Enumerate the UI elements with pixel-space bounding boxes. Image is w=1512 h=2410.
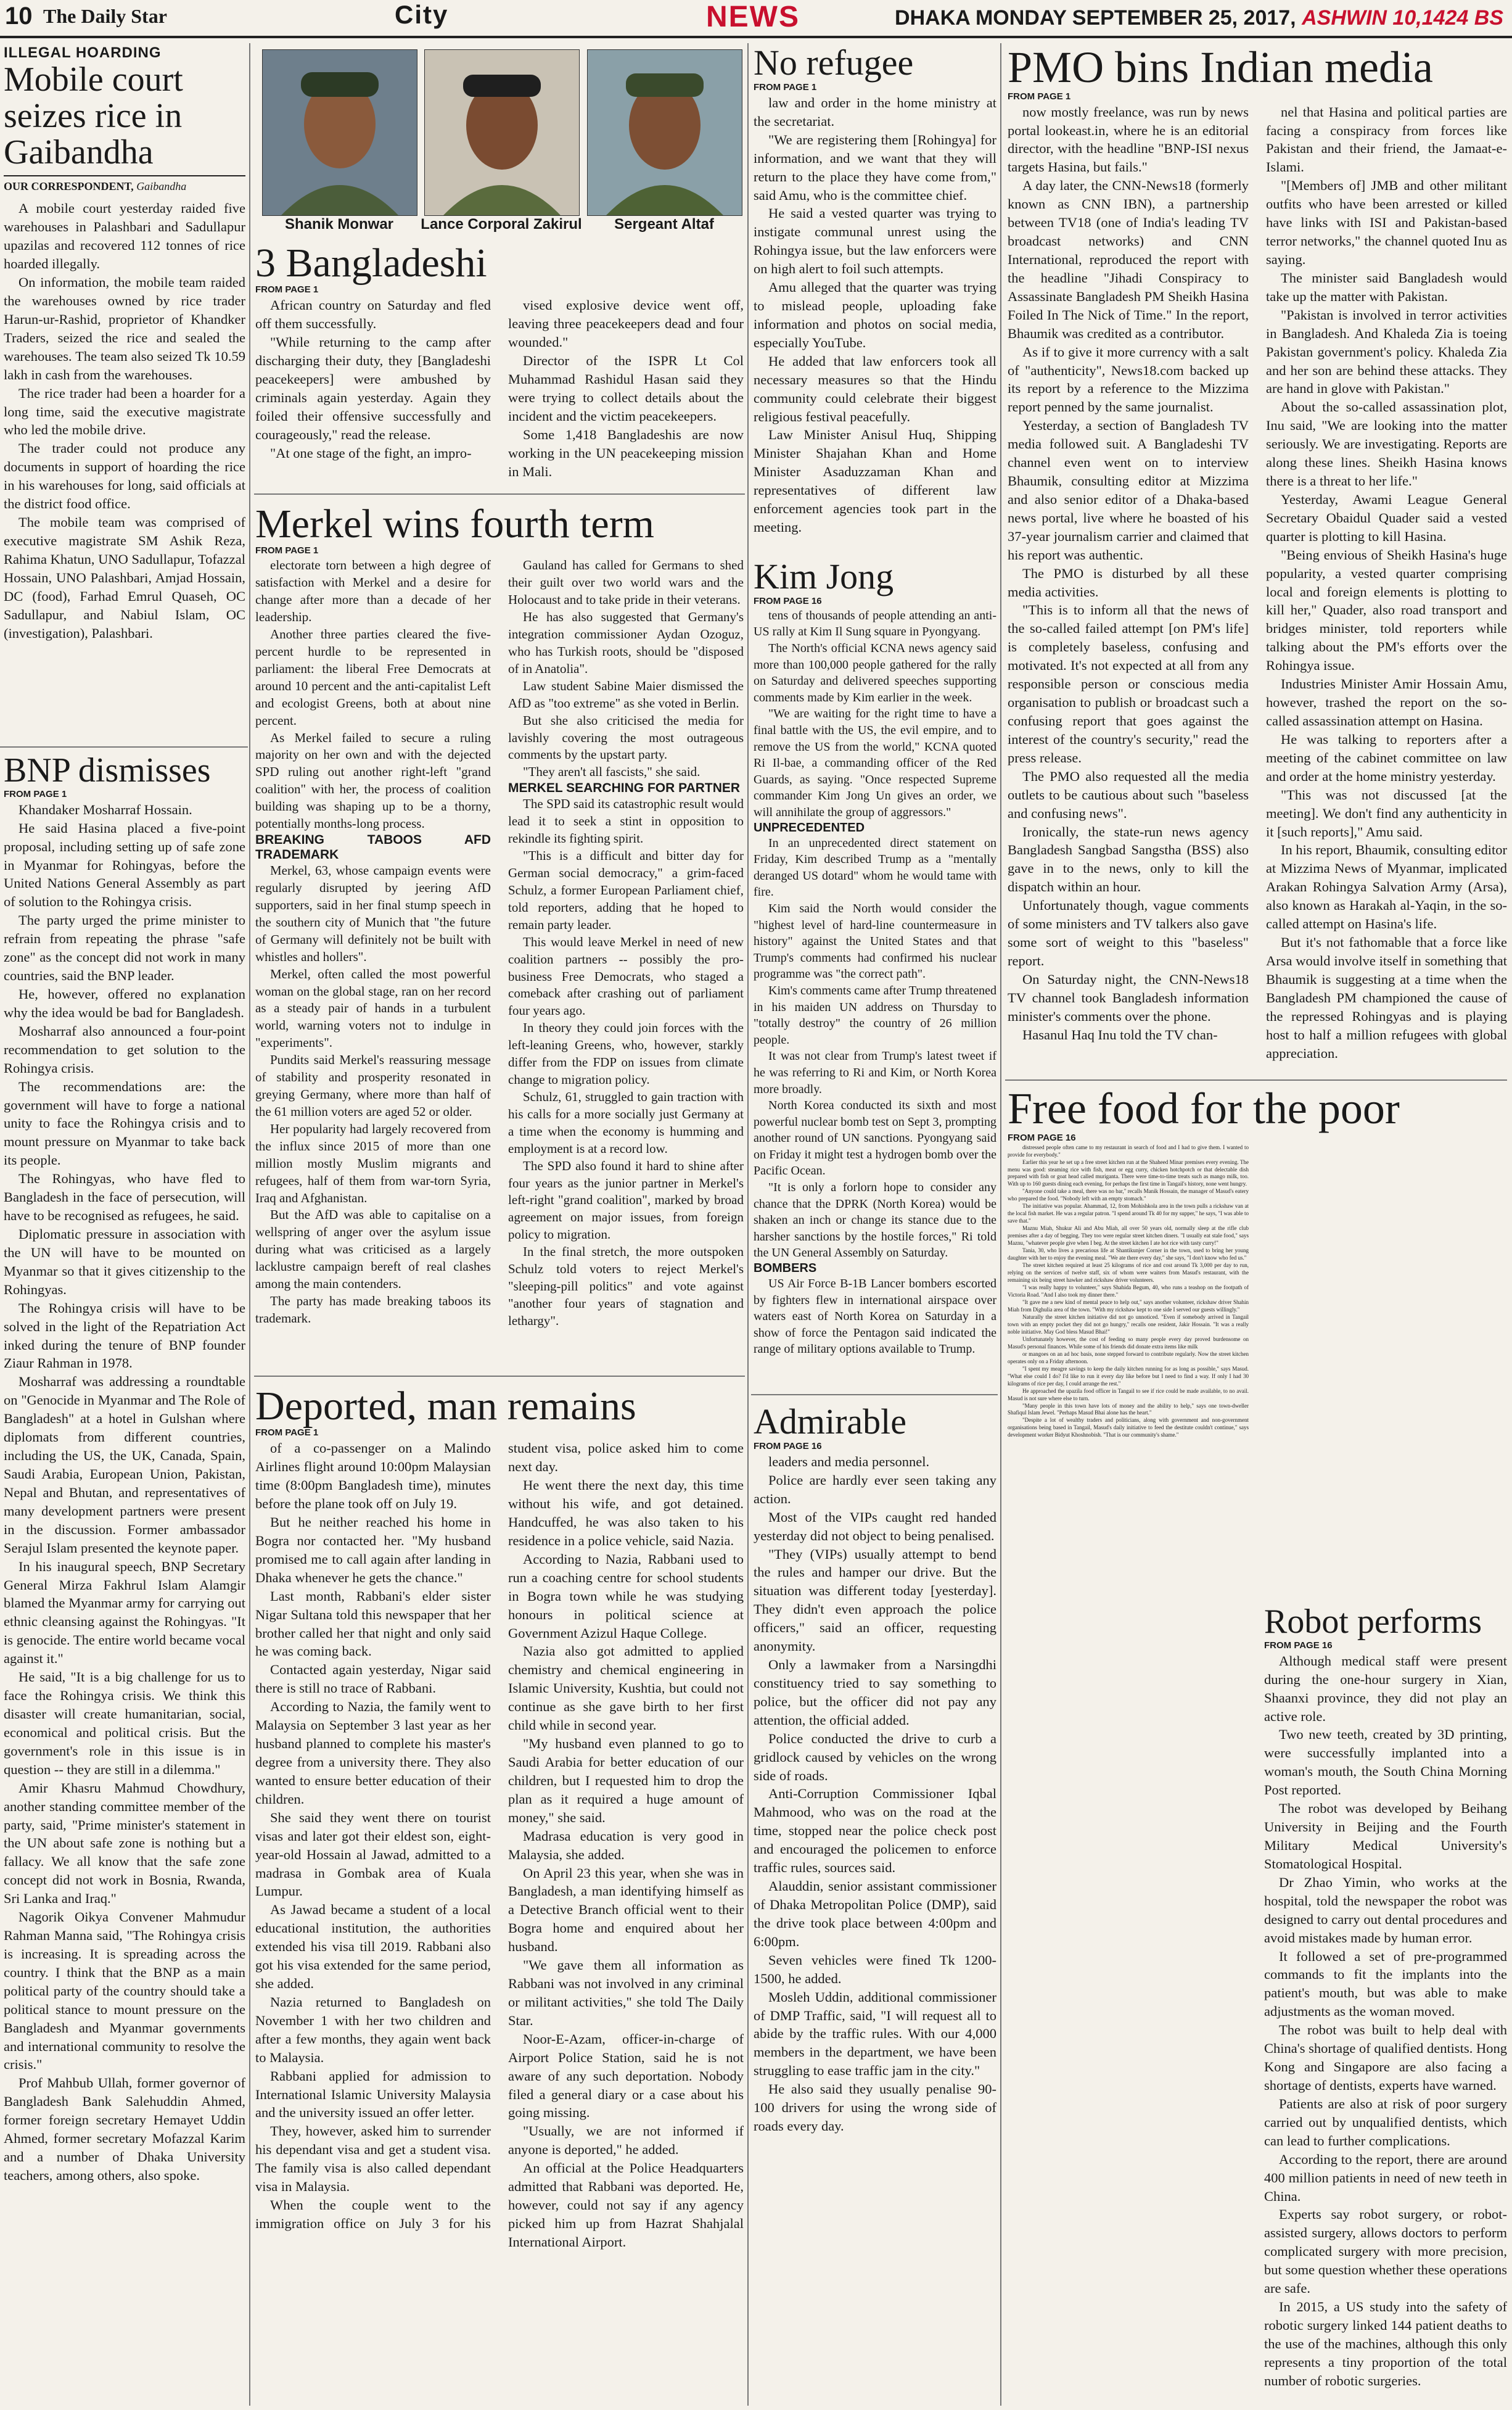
paragraph: The robot was developed by Beihang University in Beijing and the Fourth Military Medical University's Stomatological Hospital. [1264,1801,1507,1871]
paragraph: "While returning to the camp after discharging their duty, they [Bangladeshi peacekeepers] were ambushed by criminals again yesterday. Again they foiled their offensive successfully and courageously," read the release. [255,334,491,442]
paragraph: She said they went there on tourist visas and later got their eldest son, eight-year-old Hossain al Jawad, admitted to a madrasa in Gombak area of Kuala Lumpur. [255,1809,491,1899]
paragraph: He said a vested quarter was trying to instigate communal unrest using the Rohingya issue, but the law enforcers were on high alert to foil such attempts. [754,205,996,277]
story-kim-jong [754,558,996,1358]
subheading: MERKEL SEARCHING FOR PARTNER [508,781,741,796]
paragraph: He said Hasina placed a five-point proposal, including setting up of safe zone in Myanmar for Rohingyas, before the United Nations General Assembly as part of solution to the Rohingya crisis. [4,820,245,910]
ashwin-date: ASHWIN 10,1424 BS [1302,6,1503,30]
paragraph: A mobile court yesterday raided five warehouses in Palashbari and Sadullapur upazilas and recovered 112 tonnes of rice hoarded illegally. [4,200,245,272]
story-deported [255,1385,744,2251]
paragraph: Mosharraf was addressing a roundtable on "Genocide in Myanmar and The Role of Bangladesh" at a hotel in Gulshan where diplomats from different countries, including the US, the UK, Canada, Spain, Saudi Arabia, European Union, Pakistan, Nepal and Bhutan, and representatives of many development partners were present in the discussion. Former ambassador Serajul Islam presented the keynote paper. [4,1374,245,1556]
paragraph: He, however, offered no explanation why the idea would be bad for Bangladesh. [4,986,245,1020]
paragraph: Contacted again yesterday, Nigar said there is still no trace of Rabbani. [255,1662,491,1696]
paragraph: On information, the mobile team raided the warehouses owned by rice trader Harun-ur-Rashid, proprietor of Khandker Traders, seized the rice and sealed the warehouses. The team also seized Tk 10.59 lakh in cash from the warehouses. [4,274,245,382]
paragraph: electorate torn between a high degree of satisfaction with Merkel and a desire for change after more than a decade of her leadership. [255,558,491,625]
paragraph: A day later, the CNN-News18 (formerly known as CNN IBN), a partnership between TV18 (one of India's leading TV broadcast networks) and CNN International, reproduced the report with the headline "Jihadi Conspiracy to Assassinate Bangladesh PM Sheikh Hasina Foiled In The Nick of Time." In the report, Bhaumik was credited as a contributor. [1008,178,1249,341]
paragraph: nel that Hasina and political parties are facing a conspiracy from forces like Pakistan and their friend, the Jamaat-e-Islami. [1266,104,1507,175]
photo-caption: Shanik Monwar [284,216,394,233]
from-page-label: FROM PAGE 16 [1264,1640,1333,1651]
paragraph: In his inaugural speech, BNP Secretary General Mirza Fakhrul Islam Alamgir blamed the Myanmar army for carrying out ethnic cleansing against the Rohingyas. "It is genocide. The entire world became vocal against it." [4,1558,245,1667]
paragraph: Madrasa education is very good in Malaysia, she added. [508,1828,744,1862]
paragraph: "Despite a lot of wealthy traders and politicians, along with government and non-government organisations being based in Tangail, Masud's daily initiative to feed the destitute couldn't continue," says development worker Bidyut Khoshnobish. "That is our community's shame." [1008,1417,1249,1438]
paragraph: "Pakistan is involved in terror activities in Bangladesh. And Khaleda Zia is toeing Pakistan government's policy. Khaleda Zia and her son are behind these attacks. They are hand in glove with Pakistan." [1266,307,1507,397]
paragraph: When the couple went to the immigration office on July 3 for his student visa, police asked him to come next day. [255,1440,744,2232]
photo-sergeant-altaf [587,49,742,216]
paragraph: Unfortunately however, the cost of feeding so many people every day proved burdensome on Masud's personal finances. While some of his friends did donate extra items like milk [1008,1335,1249,1350]
paragraph: "I spent my meagre savings to keep the daily kitchen running for as long as possible," says Masud. "What else could I do? I'd like to run it every day like before but I need to find a way. If only I had 30 kilograms of rice per day, I could arrange the rest." [1008,1365,1249,1387]
paragraph: of a co-passenger on a Malindo Airlines flight around 10:00pm Malaysian time (8:00pm Bangladesh time), minutes before the plane took off on July 19. [255,1440,491,1512]
photo-lance-corporal-zakirul [424,49,580,216]
headline-pmo: PMO bins Indian media [1008,43,1433,92]
headline-admirable: Admirable [754,1401,907,1442]
paragraph: Most of the VIPs caught red handed yesterday did not object to being penalised. [754,1509,996,1543]
story-body [1264,1652,1507,2390]
paragraph: Yesterday, Awami League General Secretary Obaidul Quader said a vested quarter is plotting to kill Hasina. [1266,491,1507,544]
paragraph: Maznu Miah, Shukur Ali and Abu Miah, all over 50 years old, normally sleep at the rifle club premises after a day of begging. They too were regular street kitchen diners. "I usually eat stale food," says Maznu, "whatever people give when I beg. At the street kitchen I ate hot rice with tasty curry!" [1008,1225,1249,1247]
paragraph: According to Nazia, Rabbani used to run a coaching centre for school students in Bogra town while he was studying honours in political science at Government Azizul Haque College. [508,1551,744,1641]
paragraph: He has also suggested that Germany's integration commissioner Aydan Ozoguz, who has Turkish roots, should be "disposed of in Anatolia". [508,609,744,676]
story-bnp [4,753,245,2185]
paper-name: The Daily Star [43,5,167,27]
paragraph: An official at the Police Headquarters admitted that Rabbani was deported. He, however, could not say if any agency picked him up from Hazrat Shahjalal International Airport. [508,2160,744,2250]
paragraph: Two new teeth, created by 3D printing, were successfully implanted into a woman's mouth, the South China Morning Post reported. [1264,1727,1507,1798]
headline-free-food: Free food for the poor [1008,1084,1400,1133]
story-robot [1264,1604,1507,2390]
paragraph: Law Minister Anisul Huq, Shipping Minister Shajahan Khan and Home Minister Asaduzzaman Khan and representatives of different law enforcement agencies took part in the meeting. [754,427,996,535]
paragraph: The robot was built to help deal with China's shortage of qualified dentists. Hong Kong and Singapore are also facing a shortage of dentists, experts have warned. [1264,2022,1507,2093]
paragraph: Another three parties cleared the five-percent hurdle to be represented in parliament: the liberal Free Democrats at around 10 percent and the anti-capitalist Left and ecologist Greens, both at about nine percent. [255,626,491,728]
story-body [4,199,245,642]
paragraph: Naturally the street kitchen initiative did not go unnoticed. "Even if somebody arrived in Tangail town with an empty pocket they did not go hungry," recalls one resident, Jakir Hossain. "It was a really noble initiative. May God bless Masud Bhai!" [1008,1313,1249,1335]
from-page-label: FROM PAGE 1 [255,1427,319,1438]
paragraph: They, however, asked him to surrender his dependant visa and get a student visa. The family visa is also called dependant visa in Malaysia. [255,2123,491,2195]
paragraph: Experts say robot surgery, or robot-assisted surgery, allows doctors to perform complicated surgery with more precision, but some question whether these operations are safe. [1264,2206,1507,2297]
from-page-label: FROM PAGE 1 [754,81,817,93]
paragraph: Hasanul Haq Inu told the TV chan- [1022,1026,1218,1042]
paragraph: law and order in the home ministry at the secretariat. [754,94,996,129]
paragraph: As Merkel failed to secure a ruling majority on her own and with the dejected SPD ruling out another right-left "grand coalition" with her, the process of coalition building was shaping up to be a thorny, potentially months-long process. [255,730,491,832]
paragraph: Nazia returned to Bangladesh on November 1 with her two children and after a few months, they again went back to Malaysia. [255,1994,491,2065]
paragraph: It was not clear from Trump's latest tweet if he was referring to Ri and Kim, or North Korea more broadly. [754,1049,996,1096]
paragraph: Anti-Corruption Commissioner Iqbal Mahmood, who was on the road at the time, stopped near the police check post and encouraged the policemen to enforce traffic rules, sources said. [754,1786,996,1876]
headline-kim-jong: Kim Jong [754,556,894,596]
paragraph: Some 1,418 Bangladeshis are now working in the UN peacekeeping mission in Mali. [508,426,744,479]
paragraph: As if to give it more currency with a salt of "authenticity", News18.com backed up its report by a reference to the Mizzima report penned by the same journalist. [1008,344,1249,415]
story-kicker: ILLEGAL HOARDING [4,44,162,61]
paragraph: "They (VIPs) usually attempt to bend the rules and hamper our drive. But the situation was different today [yesterday]. They didn't even approach the police officers," said an officer, requesting anonymity. [754,1546,996,1654]
paragraph: Pundits said Merkel's reassuring message of stability and prosperity resonated in greying Germany, where more than half of the 61 million voters are aged 52 or older. [255,1052,491,1119]
paragraph: "Many people in this town have lots of money and the ability to help," says one town-dweller Shafiqul Islam Jewel. "Perhaps Masud Bhai alone has the heart." [1008,1402,1249,1416]
headline-no-refugee: No refugee [754,43,914,83]
paragraph: He went there the next day, this time without his wife, and got detained. Handcuffed, he was also taken to his residence in a police vehicle, said Nazia. [508,1477,744,1548]
dateline [895,6,1503,30]
headline-bnp: BNP dismisses [4,751,211,790]
paragraph: Only a lawmaker from a Narsingdhi constituency tried to say something to police, but the officer did not pay any attention, the official added. [754,1657,996,1728]
paragraph: Diplomatic pressure in association with the UN will have to be mounted on Myanmar so that it gives citizenship to the Rohingyas. [4,1226,245,1297]
paragraph: Although medical staff were present during the one-hour surgery in Xian, Shaanxi province, they did not play an active role. [1264,1653,1507,1724]
paragraph: "It is only a forlorn hope to consider any chance that the DPRK (North Korea) would be shaken an inch or change its stance due to the harsher sanctions by the hostile forces," Ri told the UN General Assembly on Saturday. [754,1181,996,1260]
headline-bangladeshi: 3 Bangladeshi [255,241,487,286]
story-body [4,801,245,2185]
paragraph: But she also criticised the media for lavishly covering the most outrageous comments by the upstart party. [508,712,744,762]
from-page-label: FROM PAGE 1 [255,545,319,556]
paragraph: On Saturday night, the CNN-News18 TV channel took Bangladesh information minister's comments over the phone. [1008,971,1249,1024]
paragraph: Alauddin, senior assistant commissioner of Dhaka Metropolitan Police (DMP), said the drive took place between 4:00pm and 6:00pm. [754,1878,996,1949]
story-admirable [754,1403,996,2136]
paragraph: The recommendations are: the government will have to forge a national unity to face the Rohingya crisis and to mount pressure on Myanmar to take back its people. [4,1078,245,1168]
from-page-label: FROM PAGE 1 [1008,91,1071,102]
paragraph: He was talking to reporters after a meeting of the cabinet committee on law and order at the home ministry yesterday. [1266,731,1507,784]
subheading: UNPRECEDENTED [754,820,865,835]
story-body [255,296,744,481]
paragraph: Unfortunately though, vague comments of some ministers and TV talkers also gave some sort of weight to this "baseless" report. [1008,898,1249,968]
section-tag: NEWS [706,1,800,33]
paragraph: The PMO also requested all the media outlets to be cautious about such "baseless and confusing news". [1008,768,1249,821]
paragraph: North Korea conducted its sixth and most powerful nuclear bomb test on Sept 3, prompting another round of UN sanctions. Pyongyang said on Friday it might test a hydrogen bomb over the Pacific Ocean. [754,1099,996,1178]
paragraph: According to Nazia, the family went to Malaysia on September 3 last year as her husband planned to complete his master's degree from a university there. They also wanted to ensure better education of their children. [255,1699,491,1807]
paragraph: US Air Force B-1B Lancer bombers escorted by fighters flew in international airspace over waters east of North Korea on Saturday in a show of force the Pentagon said indicated the range of military options available to Trump. [754,1277,996,1356]
paragraph: "This is to inform all that the news of the so-called failed attempt [on PM's life] is completely baseless, confusing and motivated. It's not expected at all from any responsible person or conscious media organisation to publish or broadcast such a confusing report that goes against the interest of the country's security," read the press release. [1008,602,1249,766]
paragraph: It followed a set of pre-programmed commands to fit the implants into the patient's mouth, but was able to make adjustments as the woman moved. [1264,1948,1507,2020]
section-name: City [395,0,449,29]
headline-rice: Mobile court seizes rice in Gaibandha [4,60,183,171]
paragraph: The minister said Bangladesh would take up the matter with Pakistan. [1266,270,1507,304]
date-text: DHAKA MONDAY SEPTEMBER 25, 2017, [895,6,1296,30]
paragraph: "At one stage of the fight, an impro- [270,445,472,461]
paragraph: Patients are also at risk of poor surgery carried out by unqualified dentists, which can lead to further complications. [1264,2095,1507,2148]
paragraph: In his report, Bhaumik, consulting editor at Mizzima News of Myanmar, implicated Arakan Rohingya Salvation Army (Arsa), also known as Harakah al-Yaqin, in the so-called attempt on Hasina's life. [1266,842,1507,932]
paragraph: He also said they usually penalise 90-100 drivers for using the wrong side of roads every day. [754,2081,996,2134]
photo-caption: Sergeant Altaf [614,216,714,233]
paragraph: He approached the upazila food officer in Tangail to see if rice could be made available, to no avail. Masud is not sure where else to turn. [1008,1387,1249,1401]
paragraph: The SPD also found it hard to shine after four years as the junior partner in Merkel's left-right "grand coalition", marked by broad agreement on major issues, from foreign policy to migration. [508,1158,744,1242]
paragraph: Police are hardly ever seen taking any action. [754,1472,996,1506]
paragraph: "Being envious of Sheikh Hasina's huge popularity, a vested quarter comprising local and foreign elements is plotting to kill her," Quader, also road transport and bridges minister, told reporters while talking about the PM's efforts over the Rohingya issue. [1266,547,1507,674]
paragraph: Industries Minister Amir Hossain Amu, however, trashed the report on the so-called assassination attempt on Hasina. [1266,676,1507,729]
paragraph: leaders and media personnel. [768,1453,930,1469]
story-body [255,557,744,1330]
paragraph: He said, "It is a big challenge for us to face the Rohingya crisis. We think this disaster will create humanitarian, social, economical and political crisis. But the government's role in this issue is in question -- they are still in a dilemma." [4,1669,245,1777]
paragraph: Earlier this year he set up a free street kitchen run at the Shaheed Minar premises every evening. The menu was good: steaming rice with fish, meat or egg curry, chicken hotchpotch or that delectable dish prepared with fish or goat head called muriganta. There were time-to-time treats such as mango milk, too. With up to 160 guests dining each evening, for perhaps the first time in Tangail's history, none went hungry. [1008,1158,1249,1187]
paragraph: Law student Sabine Maier dismissed the AfD as "too extreme" as she voted in Berlin. [508,678,744,711]
paragraph: The SPD said its catastrophic result would lead it to seek a stint in opposition to rekindle its fighting spirit. [508,796,744,846]
story-bangladeshi [255,242,744,481]
paragraph: Yesterday, a section of Bangladesh TV media followed suit. A Bangladeshi TV channel even went on to interview Bhaumik, consulting editor at Mizzima and also senior editor of a Dhaka-based news portal, live where he boasted of his 37-year journalism carrier and claimed that his report was authentic. [1008,418,1249,563]
paragraph: The North's official KCNA news agency said more than 100,000 people gathered for the rally on Saturday and delivered speeches supporting comments made by Kim earlier in the week. [754,642,996,704]
paragraph: The party has made breaking taboos its trademark. [255,1294,491,1326]
paragraph: Seven vehicles were fined Tk 1200-1500, he added. [754,1952,996,1986]
photo-caption: Lance Corporal Zakirul [421,216,582,233]
from-page-label: FROM PAGE 16 [754,595,822,606]
paragraph: In theory they could join forces with the left-leaning Greens, who, however, starkly differ from the FDP on issues from climate change to migration policy. [508,1020,744,1087]
headline-merkel: Merkel wins fourth term [255,501,655,547]
paragraph: Gauland has called for Germans to shed their guilt over two world wars and the Holocaust and to take pride in their veterans. [508,558,744,608]
paragraph: Rabbani applied for admission to International Islamic University Malaysia and the university issued an offer letter. [255,2068,491,2121]
paragraph: distressed people often came to my restaurant in search of food and I had to give them. I wanted to provide for everybody." [1008,1144,1249,1158]
paragraph: The Rohingya crisis will have to be solved in the light of the Repatriation Act inked during the tenure of BNP founder Ziaur Rahman in 1978. [4,1300,245,1371]
story-pmo [1008,44,1507,1065]
story-body [255,1439,744,2251]
paragraph: The party urged the prime minister to refrain from repeating the phrase "safe zone" as the concept did not work in many countries, said the BNP leader. [4,912,245,984]
headline-deported: Deported, man remains [255,1384,636,1429]
masthead [0,0,1512,38]
paragraph: Amir Khasru Mahmud Chowdhury, another standing committee member of the party, said, "Prime minister's statement in the UN about safe zone is nothing but a fallacy. We all know that the safe zone concept did not work in Bosnia, Rwanda, Sri Lanka and Iraq." [4,1780,245,1907]
paragraph: Merkel, often called the most powerful woman on the global stage, ran on her record as a steady pair of hands in a turbulent world, warning voters not to indulge in "experiments". [255,966,491,1050]
paragraph: The trader could not produce any documents in support of hoarding the rice in his warehouses for long, said officials at the district food office. [4,440,245,512]
paragraph: Dr Zhao Yimin, who works at the hospital, told the newspaper the robot was designed to carry out dental procedures and avoid mistakes made by human error. [1264,1874,1507,1946]
paragraph: Mosleh Uddin, additional commissioner of DMP Traffic, said, "I will request all to abide by the traffic rules. With our 4,000 members in the department, we have been struggling to ease traffic jam in the city." [754,1989,996,2079]
story-body [754,1453,996,2136]
paragraph: or mangoes on an ad hoc basis, none stepped forward to contribute regularly. Now the street kitchen operates only on a Friday afternoon. [1008,1350,1249,1364]
page-number: 10 [5,2,33,30]
headline-robot: Robot performs [1264,1603,1482,1641]
from-page-label: FROM PAGE 1 [255,284,319,295]
paragraph: Mosharraf also announced a four-point recommendation to get solution to the Rohingya crisis. [4,1023,245,1076]
paragraph: Prof Mahbub Ullah, former governor of Bangladesh Bank Salehuddin Ahmed, former foreign secretary Hemayet Uddin Ahmed, former secretary Mofazzal Karim and a number of Dhaka University teachers, among others, also spoke. [4,2075,245,2184]
paragraph: Merkel, 63, whose campaign events were regularly disrupted by jeering AfD supporters, said in her final stump speech in the southern city of Munich that "the future of Germany will definitely not be built with whistles and hollers". [255,863,491,964]
subheading: BREAKING TABOOS AFD TRADEMARK [255,833,491,862]
paragraph: "Anyone could take a meal, there was no bar," recalls Manik Hossain, the manager of Masud's eatery who prepared the food. "Nobody left with an empty stomach." [1008,1188,1249,1202]
paragraph: "They aren't all fascists," she said. [523,764,701,780]
paragraph: Noor-E-Azam, officer-in-charge of Airport Police Station, said he is not aware of any such deportation. Nobody filed a general diary or a case about his going missing. [508,2031,744,2121]
paragraph: The street kitchen required at least 25 kilograms of rice and cost around Tk 3,000 per day to run, relying on the services of twelve staff, six of whom were waiters from Masud's restaurant, with the remaining six being street hawker and rickshaw driver volunteers. [1008,1262,1249,1284]
paragraph: He added that law enforcers took all necessary measures so that the Hindu community could celebrate their biggest religious festival peacefully. [754,353,996,424]
paragraph: The Rohingyas, who have fled to Bangladesh in the face of persecution, will have to be recognised as refugees, he said. [4,1171,245,1224]
story-rice [4,44,245,643]
paragraph: African country on Saturday and fled off them successfully. [255,297,491,332]
paragraph: Police conducted the drive to curb a gridlock caused by vehicles on the wrong side of roads. [754,1730,996,1783]
subheading: BOMBERS [754,1261,817,1276]
paragraph: The initiative was popular. Ahammad, 12, from Mohishkola area in the town pulls a rickshaw van at the local fish market. He was a regular patron. "I spend around Tk 40 for my supper," he says, "I was able to save that." [1008,1203,1249,1224]
from-page-label: FROM PAGE 16 [754,1440,822,1451]
paragraph: But he neither reached his home in Bogra nor contacted her. "My husband promised me to call again after landing in Dhaka whenever he gets the chance." [255,1514,491,1585]
photo-shanik-monwar [262,49,417,216]
paragraph: As Jawad became a student of a local educational institution, the authorities extended his visa till 2019. Rabbani also got his visa extended for the same period, she added. [255,1902,491,1992]
story-merkel [255,503,744,1330]
paragraph: Amu alleged that the quarter was trying to mislead people, uploading fake information and photos on social media, especially YouTube. [754,279,996,350]
paragraph: In the final stretch, the more outspoken Schulz told voters to reject Merkel's "sleeping-pill politics" and vote against "another four years of stagnation and lethargy". [508,1244,744,1328]
paragraph: "We gave them all information as Rabbani was not involved in any criminal or militant activities," she told The Daily Star. [508,1957,744,2028]
paragraph: The PMO is disturbed by all these media activities. [1008,565,1249,600]
paragraph: "My husband even planned to go to Saudi Arabia for better education of our children, but I requested him to drop the plan as it required a huge amount of money," she said. [508,1736,744,1825]
story-no-refugee [754,44,996,537]
paragraph: Ironically, the state-run news agency Bangladesh Sangbad Sangstha (BSS) also gave in to the news, only to kill the dispatch within an hour. [1008,823,1249,895]
paragraph: In an unprecedented direct statement on Friday, Kim described Trump as a "mentally deranged US dotard" whom he would tame with fire. [754,836,996,899]
paragraph: Schulz, 61, struggled to gain traction with his calls for a more socially just Germany at a time when the economy is humming and employment is at a record low. [508,1089,744,1156]
paragraph: "This was not discussed [at the meeting]. We don't find any authenticity in it [such reports]," Amu said. [1266,786,1507,840]
paragraph: According to the report, there are around 400 million patients in need of new teeth in China. [1264,2151,1507,2204]
paragraph: "It gave me a new kind of mental peace to help out," says another volunteer, rickshaw driver Shahin Miah from Dighulia area of the town. "With my rickshaw kept to one side I served our guests willingly." [1008,1298,1249,1313]
paragraph: About the so-called assassination plot, Inu said, "We are looking into the matter seriously. We are investigating. Reports are along these lines. Sheikh Hasina knows there is a threat to her life." [1266,399,1507,489]
paragraph: "We are registering them [Rohingya] for information, and we want that they will return to the place they have come from," said Amu, who is the committee chief. [754,131,996,203]
paragraph: Kim's comments came after Trump threatened in his maiden UN address on Thursday to "totally destroy" the country of 26 million people. [754,983,996,1047]
paragraph: vised explosive device went off, leaving three peacekeepers dead and four wounded." [508,297,744,350]
paragraph: In 2015, a US study into the safety of robotic surgery linked 144 patient deaths to the use of the machines, although this only represents a tiny proportion of the total number of robotic surgeries. [1264,2299,1507,2388]
paragraph: Kim said the North would consider the "highest level of hard-line countermeasure in history" against the United States and that Trump's comments had confirmed his nuclear programme was "the correct path". [754,901,996,981]
byline [4,175,245,193]
paragraph: The mobile team was comprised of executive magistrate SM Ashik Reza, Rahima Khatun, UNO Sadullapur, Tofazzal Hossain, UNO Palashbari, Amjad Hossain, DC (food), Farhad Emrul Quaseh, OC Sadullapur, and Nabiul Islam, OC (investigation), Palashbari. [4,514,246,641]
paragraph: "I was really happy to volunteer," says Shahida Begum, 40, who runs a teashop on the footpath of Victoria Road. "And I also took my dinner there." [1008,1284,1249,1298]
paragraph: "We are waiting for the right time to have a final battle with the US, the evil empire, and to remove the US from the world," KCNA quoted Ri Il-bae, a commanding officer of the Red Guards, as saying. "Once respected Supreme commander Kim Jong Un gives an order, we will annihilate the group of aggressors." [754,707,996,820]
paragraph: This would leave Merkel in need of new coalition partners -- possibly the pro-business Free Democrats, who staged a comeback after crashing out of parliament four years ago. [508,934,744,1018]
byline-text: OUR CORRESPONDENT, [4,180,134,193]
paragraph: On April 23 this year, when she was in Bangladesh, a man identifying himself as a Detective Branch official went to their Bogra home and enquired about her husband. [508,1865,744,1955]
byline-place: Gaibandha [136,180,187,193]
paragraph: Her popularity had largely recovered from the influx since 2015 of more than one million mostly Muslim migrants and refugees, half of them from war-torn Syria, Iraq and Afghanistan. [255,1121,491,1205]
from-page-label: FROM PAGE 16 [1008,1132,1076,1143]
story-body [1008,103,1507,1065]
paragraph: "Usually, we are not informed if anyone is deported," he added. [508,2123,744,2158]
story-body [754,94,996,537]
paragraph: Last month, Rabbani's elder sister Nigar Sultana told this newspaper that her brother called her that night and only said he was coming back. [255,1588,491,1659]
paragraph: But it's not fathomable that a force like Arsa would involve itself in something that Bhaumik is suggesting at a time when the Bangladesh PM championed the cause of the repressed Rohingyas and is playing host to half a million refugees with global appreciation. [1266,935,1507,1061]
paragraph: "[Members of] JMB and other militant outfits who have been arrested or killed have links with ISI and Pakistan-based terror networks," the channel quoted Inu as saying. [1266,178,1507,267]
paragraph: tens of thousands of people attending an anti-US rally at Kim Il Sung square in Pyongyang. [754,608,996,639]
paragraph: Director of the ISPR Lt Col Muhammad Rashidul Hasan said they were trying to collect details about the incident and the victim peacekeepers. [508,353,744,424]
paragraph: Nagorik Oikya Convener Mahmudur Rahman Manna said, "The Rohingya crisis is increasing. It is spreading across the country. I think that the BNP as a main political party of the country should take a political stance to mount pressure on the Bangladesh and Myanmar governments and international community to resolve the crisis." [4,1909,245,2073]
paragraph: The rice trader had been a hoarder for a long time, said the executive magistrate who led the mobile drive. [4,385,245,438]
paragraph: "This is a difficult and bitter day for German social democracy," a grim-faced Schulz, a former European Parliament chief, told reporters, adding that he hoped to remain party leader. [508,848,744,932]
from-page-label: FROM PAGE 1 [4,788,67,799]
paragraph: Nazia also got admitted to applied chemistry and chemical engineering in Islamic University, Kushtia, but could not continue as she gave birth to her first child while in second year. [508,1643,744,1733]
paragraph: Khandaker Mosharraf Hossain. [18,801,192,817]
story-body [754,608,996,1358]
paragraph: But the AfD was able to capitalise on a wellspring of anger over the asylum issue during what was criticised as a largely lacklustre campaign bereft of real clashes among the main contenders. [255,1207,491,1292]
paragraph: Tania, 30, who lives a precarious life at Shantikunjer Corner in the town, used to bring her young daughter with her to enjoy the evening meal. "We ate there every day," she says, "I don't know who fed us." [1008,1247,1249,1261]
paragraph: now mostly freelance, was run by news portal lookeast.in, where he is an editorial director, with the headline "BNP-ISI nexus targets Hasina, but fails." [1008,104,1249,175]
